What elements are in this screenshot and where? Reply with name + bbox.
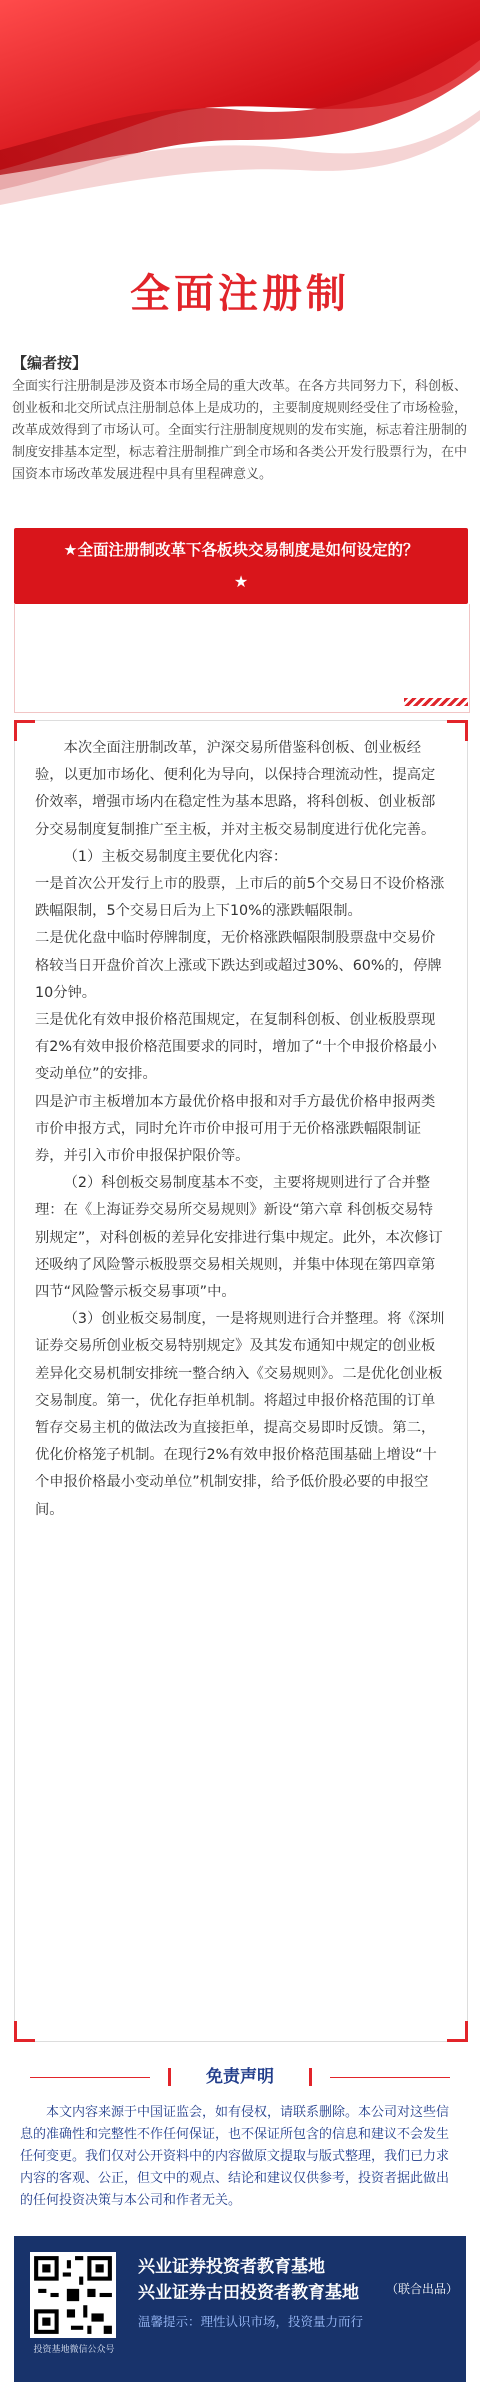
qr-caption: 投资基地微信公众号: [33, 2345, 115, 2355]
warm-reminder: 温馨提示：理性认识市场，投资量力而行: [138, 2314, 364, 2329]
org-name-secondary: 兴业证券古田投资者教育基地: [138, 2283, 359, 2303]
article-body: [35, 735, 447, 1524]
paragraph: 本次全面注册制改革，沪深交易所借鉴科创板、创业板经验，以更加市场化、便利化为导向，以保持合理流动性，提高定价效率，增强市场内在稳定性为基本思路，将科创板、创业板部分交易制度复制推广至主板，并对主板交易制度进行优化完善。: [35, 740, 436, 838]
editor-note: [12, 352, 470, 486]
paragraph: （2）科创板交易制度基本不变，主要将规则进行了合并整理：在《上海证券交易所交易规则》新设“第六章 科创板交易特别规定”，对科创板的差异化安排进行集中规定。此外，本次修订还吸纳了风险警示板股票交易相关规则，并集中体现在第四章第四节“风险警示板交易事项”中。: [35, 1175, 443, 1301]
corner-decoration: [14, 2021, 35, 2042]
editor-note-label: 【编者按】: [12, 354, 88, 372]
main-content-box: [14, 720, 468, 2042]
corner-decoration: [447, 720, 468, 741]
corner-decoration: [14, 720, 35, 741]
decorative-stripes: [404, 698, 468, 706]
disclaimer-title: 免责声明: [206, 2067, 274, 2087]
joint-production-label: （联合出品）: [386, 2282, 459, 2296]
red-ribbon-graphic: [0, 0, 480, 260]
paragraph: 一是首次公开发行上市的股票，上市后的前5个交易日不设价格涨跌幅限制，5个交易日后为上下10%的涨跌幅限制。: [35, 876, 445, 920]
corner-decoration: [447, 2021, 468, 2042]
org-name-primary: 兴业证券投资者教育基地: [138, 2257, 325, 2277]
question-banner: [14, 528, 468, 604]
footer-card: [14, 2236, 466, 2382]
paragraph: （3）创业板交易制度，一是将规则进行合并整理。将《深圳证券交易所创业板交易特别规定》及其发布通知中规定的创业板差异化交易机制安排统一整合纳入《交易规则》。二是优化创业板交易制度。第一，优化存拒单机制。将超过申报价格范围的订单暂存交易主机的做法改为直接拒单，提高交易即时反馈。第二，优化价格笼子机制。在现行2%有效申报价格范围基础上增设“十个申报价格最小变动单位”机制安排，给予低价股必要的申报空间。: [35, 1311, 445, 1518]
disclaimer-text: 本文内容来源于中国证监会，如有侵权，请联系删除。本公司对这些信息的准确性和完整性不作任何保证，也不保证所包含的信息和建议不会发生任何变更。我们仅对公开资料中的内容做原文提取与版式整理，我们已力求内容的客观、公正，但文中的观点、结论和建议仅供参考，投资者据此做出的任何投资决策与本公司和作者无关。: [20, 2105, 450, 2208]
paragraph: 四是沪市主板增加本方最优价格申报和对手方最优价格申报两类市价申报方式，同时允许市价申报可用于无价格涨跌幅限制证券，并引入市价申报保护限价等。: [35, 1093, 436, 1165]
question-text: ★全面注册制改革下各板块交易制度是如何设定的？: [63, 541, 419, 559]
paragraph: 三是优化有效申报价格范围规定，在复制科创板、创业板股票现有2%有效申报价格范围要求的同时，增加了“十个申报价格最小变动单位”的安排。: [35, 1012, 437, 1083]
paragraph: 二是优化盘中临时停牌制度，无价格涨跌幅限制股票盘中交易价格较当日开盘价首次上涨或下跌达到或超过30%、60%的，停牌10分钟。: [35, 930, 442, 1001]
star-icon: ★: [233, 572, 249, 591]
qr-code-icon: [30, 2252, 116, 2338]
banner-frame: [14, 604, 470, 713]
page-title: 全面注册制: [130, 271, 350, 317]
header-banner: [0, 0, 480, 330]
section-heading: （1）主板交易制度主要优化内容：: [63, 848, 288, 865]
editor-note-text: 全面实行注册制是涉及资本市场全局的重大改革。在各方共同努力下，科创板、创业板和北交所试点注册制总体上是成功的，主要制度规则经受住了市场检验，改革成效得到了市场认可。全面实行注册制度规则的发布实施，标志着注册制的制度安排基本定型，标志着注册制推广到全市场和各类公开发行股票行为，在中国资本市场改革发展进程中具有里程碑意义。: [12, 379, 468, 482]
